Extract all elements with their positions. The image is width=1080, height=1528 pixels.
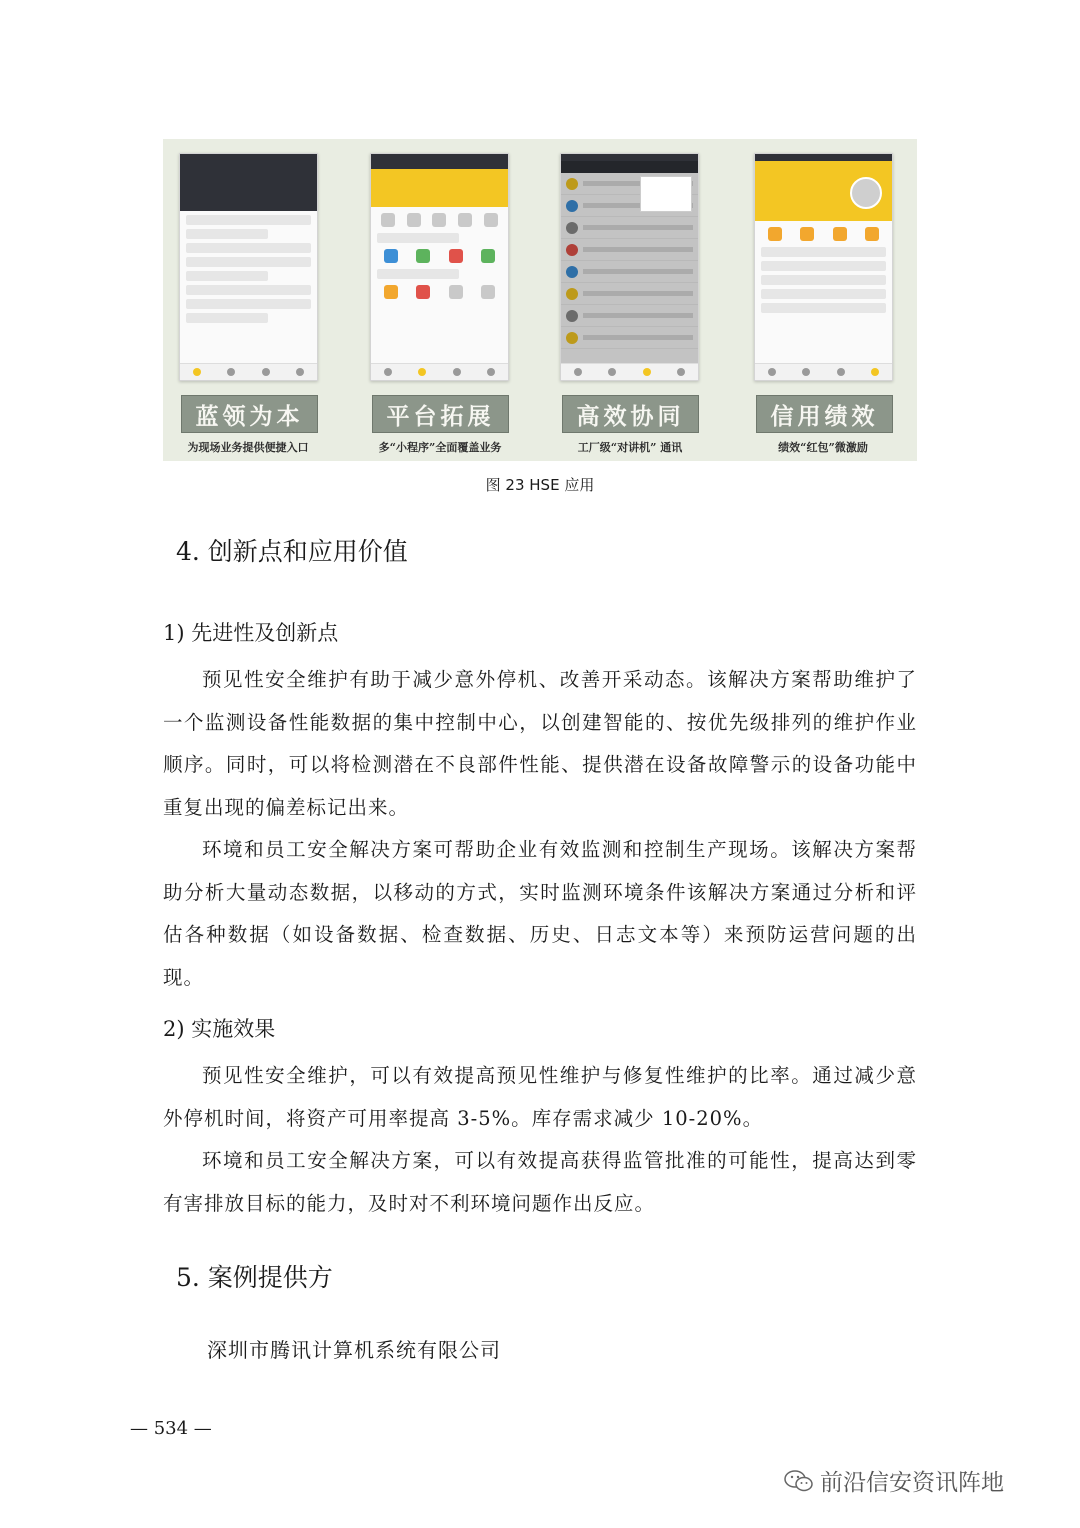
panel-subtitle-2: 多“小程序”全面覆盖业务	[378, 441, 502, 454]
phone-screenshot-2	[370, 153, 507, 379]
panel-title-4: 信用绩效	[756, 395, 893, 433]
phone-screenshot-3	[560, 153, 697, 379]
panel-title-1: 蓝领为本	[181, 395, 318, 433]
provider-company: 深圳市腾讯计算机系统有限公司	[207, 1338, 501, 1362]
subsection-2-heading: 2) 实施效果	[163, 1017, 276, 1041]
paragraph-maintenance-effect: 预见性安全维护，可以有效提高预见性维护与修复性维护的比率。通过减少意外停机时间，将资产可用率提高 3-5%。库存需求减少 10-20%。	[163, 1064, 917, 1130]
hse-app-figure	[163, 139, 917, 461]
watermark	[784, 1464, 1004, 1497]
section-4-heading: 4. 创新点和应用价值	[176, 537, 408, 566]
phone-screenshot-1	[179, 153, 316, 379]
panel-subtitle-4: 绩效“红包”微激励	[778, 441, 868, 454]
paragraph-environment-effect: 环境和员工安全解决方案，可以有效提高获得监管批准的可能性，提高达到零有害排放目标的能力，及时对不利环境问题作出反应。	[163, 1149, 917, 1215]
subsection-1-heading: 1) 先进性及创新点	[163, 621, 339, 645]
paragraph-predictive-maintenance: 预见性安全维护有助于减少意外停机、改善开采动态。该解决方案帮助维护了一个监测设备性能数据的集中控制中心，以创建智能的、按优先级排列的维护作业顺序。同时，可以将检测潜在不良部件性能、提供潜在设备故障警示的设备功能中重复出现的偏差标记出来。	[163, 668, 917, 819]
paragraph-environment-safety: 环境和员工安全解决方案可帮助企业有效监测和控制生产现场。该解决方案帮助分析大量动态数据，以移动的方式，实时监测环境条件该解决方案通过分析和评估各种数据（如设备数据、检查数据、历史、日志文本等）来预防运营问题的出现。	[163, 838, 917, 989]
panel-title-3: 高效协同	[562, 395, 699, 433]
phone-screenshot-4	[754, 153, 891, 379]
figure-caption: 图 23 HSE 应用	[485, 476, 595, 494]
wechat-icon	[784, 1469, 814, 1493]
page-number: — 534 —	[130, 1418, 212, 1439]
watermark-text: 前沿信安资讯阵地	[820, 1470, 1004, 1496]
section-5-heading: 5. 案例提供方	[176, 1263, 333, 1292]
panel-subtitle-1: 为现场业务提供便捷入口	[187, 441, 309, 454]
panel-subtitle-3: 工厂级“对讲机” 通讯	[577, 441, 683, 454]
panel-title-2: 平台拓展	[372, 395, 509, 433]
